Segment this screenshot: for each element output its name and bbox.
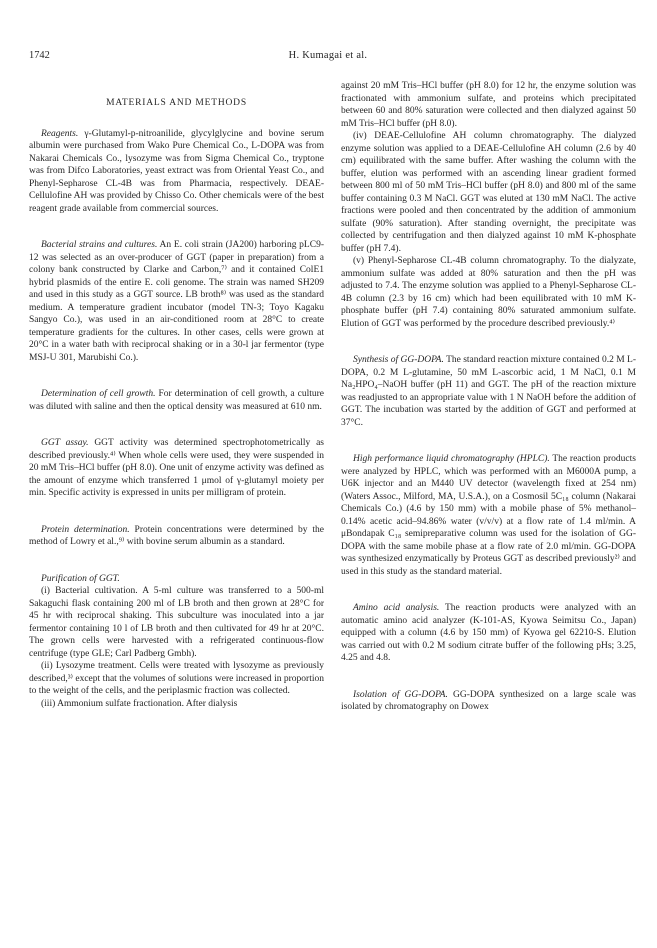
- paragraph-cell-growth: [29, 388, 324, 413]
- paragraph-text: An E. coli strain (JA200) harboring pLC9-12 was selected as an over-producer of GGT (paper in preparation) from a colony bank constructed by Clarke and Carbon,⁷⁾ and it contained ColE1 hybrid plasmids of the entire E. coli genome. The strain was named SH209 and used in this study as a GGT source. LB broth⁸⁾ was used as the standard medium. A temperature gradient incubator (model TN-3; Toyo Kagaku Sangyo Co.), was used in an air-conditioned room at 28°C to create temperature gradients for the cultures. In other cases, cells were grown at 20°C in a water bath with reciprocal shaking or in a 30-l jar fermentor (type MSJ-U 301, Marubishi Co.).: [29, 240, 324, 363]
- paragraph-hplc: [341, 453, 636, 578]
- paragraph-isolation: [341, 689, 636, 714]
- run-in-heading: Bacterial strains and cultures.: [41, 240, 158, 250]
- paragraph-text: For determination of cell growth, a culture was diluted with saline and then the optical density was measured at 610 nm.: [29, 389, 324, 412]
- purification-heading: Purification of GGT.: [41, 573, 120, 584]
- purification-step: (v) Phenyl-Sepharose CL-4B column chromatography. To the dialyzate, ammonium sulfate was added at 80% saturation and then the pH was adjusted to 7.4. The enzyme solution was applied to a Phenyl-Sepharose CL-4B column (2.3 by 16 cm) which had been equilibrated with 10 mM K-phosphate buffer (pH 7.4) containing 80% saturated ammonium sulfate. Elution of GGT was performed by the procedure described previously.⁴⁾: [341, 256, 636, 329]
- paragraph-bacterial-strains: [29, 239, 324, 364]
- page-header: [29, 49, 627, 63]
- paragraph-text: Protein concentrations were determined by the method of Lowry et al.,⁹⁾ with bovine serum albumin as a standard.: [29, 524, 324, 547]
- run-in-heading: Amino acid analysis.: [353, 603, 440, 613]
- right-column: [341, 80, 636, 714]
- purification-step: (ii) Lysozyme treatment. Cells were treated with lysozyme as previously described,³⁾ except that the volumes of solutions were increased in proportion to the weight of the cells, and the periplasmic fraction was collected.: [29, 661, 324, 696]
- run-in-heading: Protein determination.: [41, 524, 130, 535]
- paragraph-text: The standard reaction mixture contained 0.2 M L-DOPA, 0.2 M L-glutamine, 50 mM L-ascorbic acid, 1 M NaCl, 0.1 M Na₂HPO₄–NaOH buffer (pH 11) and GGT. The pH of the reaction mixture was readjusted to an appropriate value with 1 N NaOH before the addition of GGT. The incubation was started by the addition of GGT and performed at 37°C.: [341, 355, 636, 428]
- paragraph-text: The reaction products were analyzed with an automatic amino acid analyzer (K-101-AS, Kyowa Seimitsu Co., Japan) equipped with a column (4.6 by 150 mm) of Kyowa gel 62210-S. Elution was carried out with 0.2 M sodium citrate buffer of the following pHs; 3.25, 4.25 and 4.8.: [341, 603, 636, 663]
- paragraph-amino-acid: [341, 602, 636, 665]
- run-in-heading: Isolation of GG-DOPA.: [353, 689, 448, 700]
- paragraph-text: GG-DOPA synthesized on a large scale was isolated by chromatography on Dowex: [341, 689, 637, 712]
- purification-step: (iii) Ammonium sulfate fractionation. After dialysis: [41, 698, 238, 709]
- run-in-heading: Determination of cell growth.: [41, 389, 156, 399]
- section-title: MATERIALS AND METHODS: [106, 98, 247, 108]
- paragraph-ggt-assay: [29, 437, 324, 500]
- paragraph-text: γ-Glutamyl-p-nitroanilide, glycylglycine and bovine serum albumin were purchased from Wako Pure Chemical Co., L-DOPA was from Nakarai Chemicals Co., lysozyme was from Sigma Chemical Co., tryptone was from Difco Laboratories, yeast extract was from Oriental Yeast Co., and Phenyl-Sepharose CL-4B was from Pharmacia, respectively. DEAE-Cellulofine AH was provided by Chisso Co. Other chemicals were of the best reagent grade available from commercial sources.: [29, 128, 324, 214]
- continued-text: against 20 mM Tris–HCl buffer (pH 8.0) for 12 hr, the enzyme solution was fractionated with ammonium sulfate, and proteins which precipitated between 60 and 80% saturation were collected and then dialyzed against 50 mM Tris–HCl buffer (pH 8.0).: [341, 81, 636, 129]
- run-in-heading: Synthesis of GG-DOPA.: [353, 355, 444, 365]
- paragraph-reagents: [29, 128, 324, 216]
- paragraph-synthesis: [341, 354, 636, 429]
- running-head: H. Kumagai et al.: [288, 50, 368, 61]
- run-in-heading: Reagents.: [41, 128, 79, 139]
- purification-step: (i) Bacterial cultivation. A 5-ml culture was transferred to a 500-ml Sakaguchi flask containing 200 ml of LB broth and then grown at 28°C for 45 hr with reciprocal shaking. This subculture was inoculated into a jar fermentor containing 10 l of LB broth and then cultivated for 49 hr at 20°C. The grown cells were harvested with a refrigerated continuous-flow centrifuge (type GLE; Carl Padberg Gmbh).: [29, 586, 324, 659]
- run-in-heading: High performance liquid chromatography (HPLC).: [353, 454, 550, 464]
- run-in-heading: GGT assay.: [41, 438, 89, 448]
- paragraph-text: The reaction products were analyzed by HPLC, which was performed with an M6000A pump, a U6K injector and an M440 UV detector (wavelength fixed at 254 nm) (Waters Assoc., Milford, MA, U.S.A.), on a Cosmosil 5C₁₈ column (Nakarai Chemicals Co.) (4.6 by 150 mm) with a mobile phase of 5% methanol–0.14% acetic acid–94.86% water (v/v/v) at a flow rate of 1.4 ml/min. A μBondapak C₁₈ semipreparative column was used for the isolation of GG-DOPA with the same mobile phase at a flow rate of 2.0 ml/min. GG-DOPA was synthesized enzymatically by Proteus GGT as described previously²⁾ and used in this study as the standard material.: [341, 454, 636, 577]
- paragraph-text: GGT activity was determined spectrophotometrically as described previously.⁴⁾ When whole cells were used, they were suspended in 20 mM Tris–HCl buffer (pH 8.0). One unit of enzyme activity was defined as the amount of enzyme which transferred 1 μmol of γ-glutamyl moiety per min. Specific activity is expressed in units per milligram of protein.: [29, 438, 324, 498]
- page-number: 1742: [29, 50, 50, 61]
- paragraph-protein-determination: [29, 524, 324, 549]
- left-column: [29, 80, 324, 710]
- purification-step: (iv) DEAE-Cellulofine AH column chromatography. The dialyzed enzyme solution was applied to a DEAE-Cellulofine AH column (2.6 by 40 cm) equilibrated with the same buffer. After washing the column with the buffer, elution was performed with an ascending linear gradient formed between 800 ml of 50 mM Tris–HCl buffer (pH 8.0) and 800 ml of the same buffer containing 0.3 M NaCl. GGT was eluted at 130 mM NaCl. The active fractions were pooled and then concentrated by the addition of ammonium sulfate (90% saturation). After standing overnight, the precipitate was collected by centrifugation and then dialyzed against 10 mM K-phosphate buffer (pH 7.4).: [341, 131, 636, 254]
